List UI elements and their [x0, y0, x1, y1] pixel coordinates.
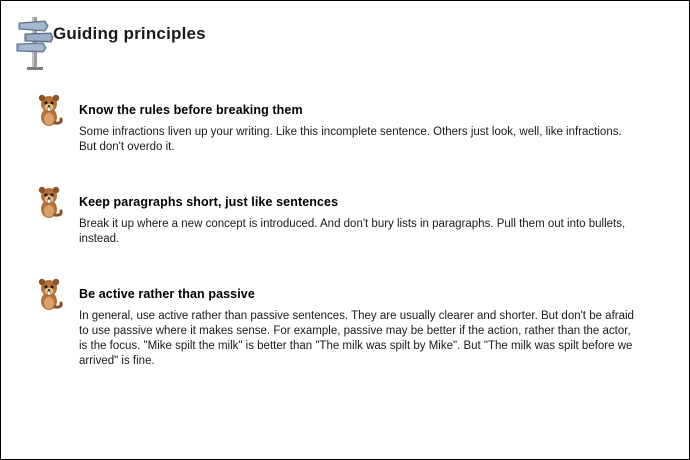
page-title: Guiding principles	[53, 24, 206, 43]
beaver-icon	[35, 277, 63, 311]
principle-heading: Be active rather than passive	[79, 287, 255, 301]
beaver-icon	[35, 93, 63, 127]
principle-heading: Keep paragraphs short, just like sentences	[79, 195, 339, 209]
principle-body: Some infractions liven up your writing. Like this incomplete sentence. Others just look, well, like infractions. But don't overdo it.	[79, 126, 622, 153]
principle-heading: Know the rules before breaking them	[79, 103, 303, 117]
list-item	[1, 277, 689, 369]
principle-body: In general, use active rather than passive sentences. They are usually clearer and shorter. But don't be afraid to use passive where it makes sense. For example, passive may be better if the action, rather than the actor, is the focus. "Mike spilt the milk" is better than "The milk was spilt by Mike". But "The milk was spilt before we arrived" is fine.	[79, 310, 634, 367]
principles-list	[1, 79, 689, 391]
principle-body: Break it up where a new concept is introduced. And don't bury lists in paragraphs. Pull them out into bullets, instead.	[79, 218, 626, 245]
page-header	[1, 1, 689, 73]
list-item	[1, 185, 689, 247]
signpost-icon	[15, 13, 55, 71]
beaver-icon	[35, 185, 63, 219]
list-item	[1, 93, 689, 155]
